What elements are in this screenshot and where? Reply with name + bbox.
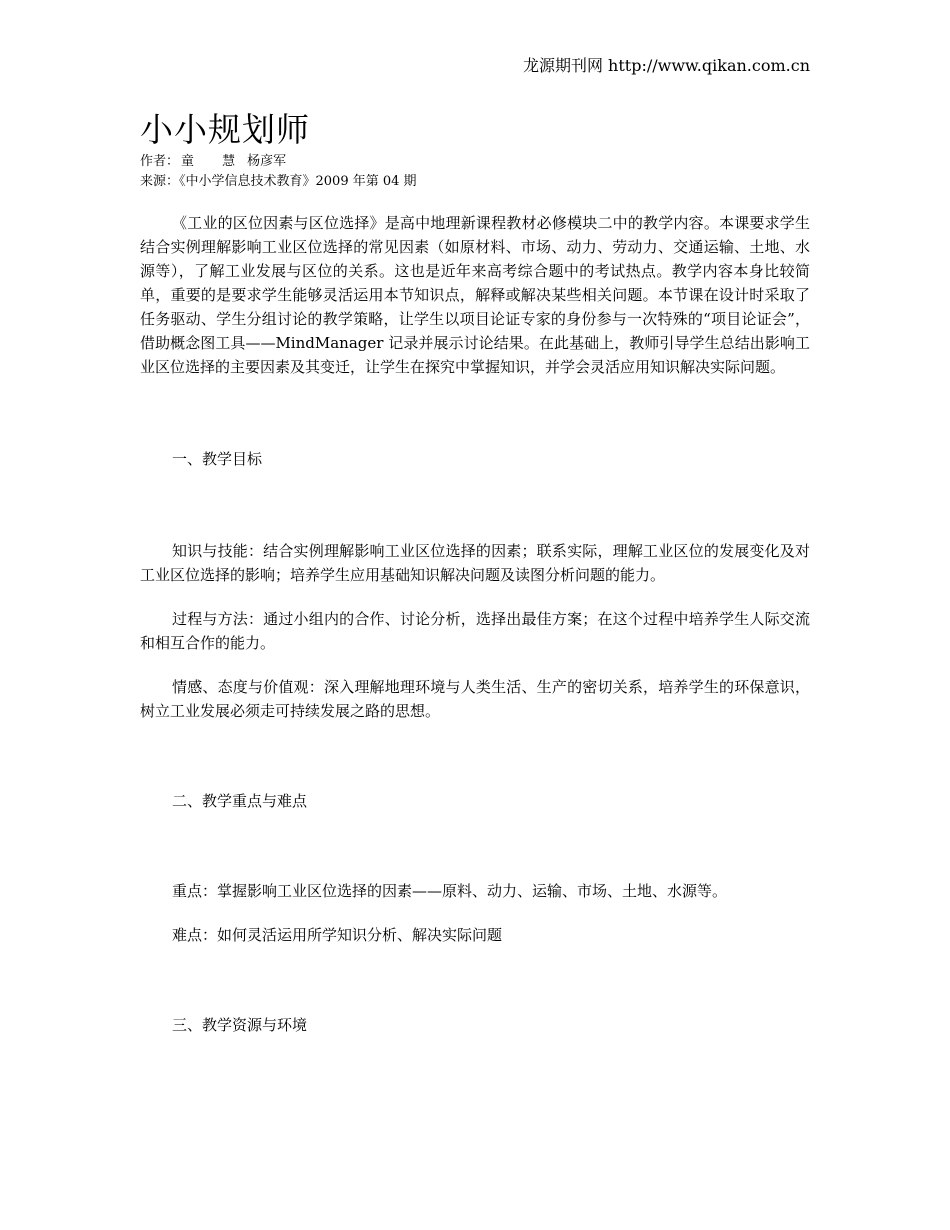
section-heading-goals: 一、教学目标 bbox=[172, 450, 263, 468]
article-title: 小小规划师 bbox=[140, 110, 310, 149]
goal-knowledge-paragraph: 知识与技能：结合实例理解影响工业区位选择的因素；联系实际，理解工业区位的发展变化及对工业区位选择的影响；培养学生应用基础知识解决问题及读图分析问题的能力。 bbox=[140, 542, 810, 584]
difficult-point-paragraph: 难点：如何灵活运用所学知识分析、解决实际问题 bbox=[172, 926, 503, 944]
author-label: 作者： bbox=[140, 154, 180, 169]
article-body bbox=[140, 108, 810, 1037]
author-2: 杨彦军 bbox=[247, 154, 287, 169]
goal-process-paragraph: 过程与方法：通过小组内的合作、讨论分析，选择出最佳方案；在这个过程中培养学生人际交流和相互合作的能力。 bbox=[140, 610, 810, 652]
site-header: 龙源期刊网 http://www.qikan.com.cn bbox=[522, 56, 810, 75]
section-heading-resources: 三、教学资源与环境 bbox=[172, 1016, 308, 1034]
goal-emotion-paragraph: 情感、态度与价值观：深入理解地理环境与人类生活、生产的密切关系，培养学生的环保意识，树立工业发展必须走可持续发展之路的思想。 bbox=[140, 678, 810, 720]
author-line bbox=[140, 152, 810, 172]
source-line: 来源：《中小学信息技术教育》2009 年第 04 期 bbox=[140, 174, 417, 189]
section-heading-key-points: 二、教学重点与难点 bbox=[172, 792, 308, 810]
author-1: 童 慧 bbox=[181, 154, 248, 169]
key-point-paragraph: 重点：掌握影响工业区位选择的因素——原料、动力、运输、市场、土地、水源等。 bbox=[172, 882, 728, 900]
intro-paragraph: 《工业的区位因素与区位选择》是高中地理新课程教材必修模块二中的教学内容。本课要求学生结合实例理解影响工业区位选择的常见因素（如原材料、市场、动力、劳动力、交通运输、土地、水源等），了解工业发展与区位的关系。这也是近年来高考综合题中的考试热点。教学内容本身比较简单，重要的是要求学生能够灵活运用本节知识点，解释或解决某些相关问题。本节课在设计时采取了任务驱动、学生分组讨论的教学策略，让学生以项目论证专家的身份参与一次特殊的“项目论证会”，借助概念图工具——MindManager 记录并展示讨论结果。在此基础上，教师引导学生总结出影响工业区位选择的主要因素及其变迁，让学生在探究中掌握知识，并学会灵活应用知识解决实际问题。 bbox=[140, 214, 810, 376]
